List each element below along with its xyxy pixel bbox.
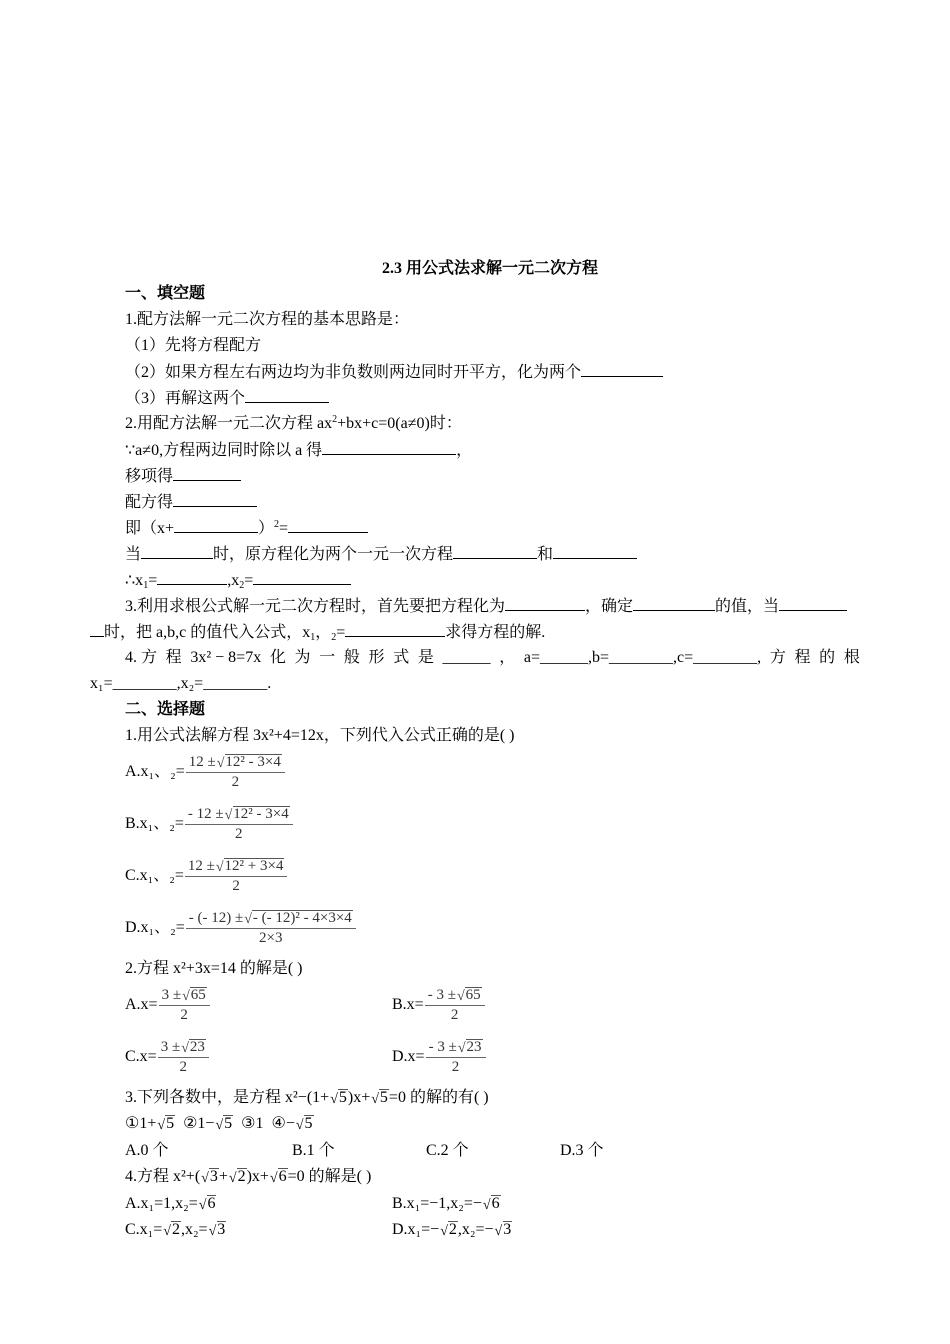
fill-q4-word: 般 [343,649,360,666]
fill-q3-d: 时，把 a,b,c 的值代入公式，x [104,624,311,641]
choice-q4-option-d[interactable] [392,1219,512,1241]
formula-fraction [185,856,288,895]
item-3: ③1 [241,1115,264,1132]
numerator-prefix: 12 ± [187,858,215,874]
section-choice-heading: 二、选择题 [125,701,206,718]
radicand: √ 6 [278,1168,288,1185]
option-label: B.x= [392,995,424,1013]
radicand: √ 12² + 3×4 [224,858,285,874]
fill-q2-text: 2.用配方法解一元二次方程 ax [125,415,333,432]
fill-q4-word: 一 [319,649,336,666]
fill-q2-line6-d: = [244,572,254,589]
fill-q3-c: 的值，当 [715,598,780,615]
option-label: B.x₁、₂= [125,814,184,832]
fill-q2-line4-b: ） [258,520,275,537]
fill-q4-word: 3x² − 8=7x [190,649,262,666]
denominator: 2 [450,1007,459,1023]
choice-q4 [125,1166,371,1188]
fill-q1-step3 [125,387,329,410]
option-text: D.x₁=− [392,1221,440,1238]
fill-q1-step3-text: （3）再解这两个 [125,390,246,407]
choice-q1-option-a[interactable] [125,752,285,791]
page-title: 2.3 用公式法求解一元二次方程 [381,260,598,277]
answer-blank[interactable] [779,595,847,611]
fill-q3-line2: 时，把 a,b,c 的值代入公式，$x_1$，$_2$= 求得方程的解. [90,621,545,644]
choice-q2-option-a[interactable] [125,985,210,1024]
radicand: √ 2 [237,1168,247,1185]
fill-q4-word: a=______,b=________,c=________, [523,649,762,666]
fill-q4-word: 为 [294,649,311,666]
option-label: D.x= [392,1047,425,1065]
fill-q2-tail: +bx+c=0(a≠0)时： [337,415,462,432]
radicand: √ 3 [503,1221,513,1238]
radicand: √ 12² - 3×4 [233,806,290,822]
fill-q4-word: ______ [442,649,491,666]
answer-blank[interactable] [173,465,241,481]
answer-blank[interactable] [453,543,537,559]
fill-q3-f: = [336,624,346,641]
choice-q2-option-d[interactable] [392,1037,486,1076]
denominator: 2 [235,826,243,842]
fill-q2-line5-c: 和 [537,546,554,563]
choice-q4-option-a[interactable] [125,1193,216,1215]
formula-fraction [158,1037,209,1076]
option-label: D.x₁、₂= [125,918,185,936]
denominator: 2×3 [259,930,283,946]
fill-q2-line5 [125,543,637,566]
fill-q2-line1: ∵a≠0,方程两边同时除以 a 得 ， [125,439,472,462]
answer-blank[interactable] [581,361,663,377]
choice-q4-option-b[interactable] [392,1193,501,1215]
radicand: √ 5 [223,1115,233,1132]
section-fill-in-heading: 一、填空题 [125,285,206,302]
fill-q2-line3 [125,491,257,514]
denominator: 2 [232,878,240,894]
choice-q4-c: =0 的解是( ) [287,1168,372,1185]
choice-q3-items [125,1113,314,1135]
radicand: √ 6 [491,1195,501,1212]
numerator-prefix: - 3 ± [427,987,456,1003]
choice-q3-option-a[interactable]: A.0 个 [125,1142,169,1159]
answer-blank[interactable] [505,595,585,611]
formula-fraction [159,985,210,1024]
fill-q3-line1 [125,595,847,618]
answer-blank[interactable] [633,595,715,611]
fill-q2-line4-a: 即（x+ [125,520,175,537]
fill-q4-word: ， [499,649,516,666]
numerator-prefix: - 12 ± [187,806,224,822]
radicand: √ 5 [379,1089,389,1106]
radicand: √ 3 [217,1221,227,1238]
fill-q2-line4: 即$(x+ )^2=$ [125,517,368,540]
fill-q4-word: 程 [165,649,182,666]
fill-q2-line2 [125,465,241,488]
answer-blank[interactable] [174,517,258,533]
radicand: √ 65 [190,987,207,1003]
choice-q2-option-c[interactable] [125,1037,209,1076]
fill-q3-b: ，确定 [585,598,634,615]
fill-q3-g: 求得方程的解. [445,624,546,641]
choice-q3-option-c[interactable]: C.2 个 [426,1142,469,1159]
item-2: ②1− [183,1115,215,1132]
fill-q4-word: 程 [794,649,811,666]
answer-blank[interactable] [253,569,351,585]
formula-fraction [186,908,356,947]
answer-blank[interactable] [90,621,104,637]
answer-blank[interactable] [157,569,227,585]
fill-q4-word: 4. 方 [125,649,158,666]
numerator-prefix: 3 ± [161,987,182,1003]
fill-q2-line4-c: = [279,520,289,537]
numerator-prefix: 12 ± [188,754,216,770]
fill-q4-line1 [125,647,860,669]
answer-blank[interactable] [173,491,257,507]
radicand: √ 23 [189,1039,206,1055]
formula-fraction [186,752,285,791]
item-4: ④− [271,1115,295,1132]
fill-q1-step2 [125,361,663,384]
option-text: ,x₂=− [457,1221,494,1238]
fill-q4-word: 形 [368,649,385,666]
fill-q2-line2-text: 移项得 [125,468,174,485]
fill-q4-word: 方 [769,649,786,666]
choice-q4-option-c[interactable] [125,1219,226,1241]
choice-q3-c: =0 的解的有( ) [388,1089,489,1106]
choice-q1: 1.用公式法解方程 3x²+4=12x，下列代入公式正确的是( ) [125,727,515,744]
fill-q2-line6-a: ∴x [125,572,144,589]
radicand: √ 2 [171,1221,181,1238]
fill-q2: 2.用配方法解一元二次方程 $ax^2+bx+c=0(a\ne 0)$时： [125,414,462,432]
option-text: ,x₂= [180,1221,208,1238]
choice-q3-option-d[interactable]: D.3 个 [560,1142,604,1159]
numerator-prefix: - (- 12) ± [188,910,244,926]
fill-q2-line5-b: 时，原方程化为两个一元一次方程 [213,546,454,563]
fill-q3-e: ， [315,624,332,641]
fill-q1-step2-text: （2）如果方程左右两边均为非负数则两边同时开平方，化为两个 [125,364,582,381]
choice-q4-b: )x+ [246,1168,269,1185]
fill-q2-line6-b: = [148,572,158,589]
denominator: 2 [231,774,240,790]
denominator: 2 [451,1059,460,1075]
fill-q4-word: 式 [393,649,410,666]
answer-blank[interactable] [345,621,445,637]
radicand: √ 2 [448,1221,458,1238]
choice-q1-option-b[interactable] [125,804,293,843]
choice-q2-option-b[interactable] [392,985,485,1024]
radicand: √ 5 [165,1115,175,1132]
fill-q4-word: 是 [417,649,434,666]
choice-q1-option-d[interactable] [125,908,356,947]
radicand: √ 5 [304,1115,314,1132]
choice-q3-a: 3.下列各数中，是方程 x²−(1+ [125,1089,330,1106]
answer-blank[interactable] [245,387,329,403]
radicand: √ 3 [209,1168,219,1185]
fill-q2-line3-text: 配方得 [125,494,174,511]
fill-q4-word: 化 [269,649,286,666]
fill-q3-a: 3.利用求根公式解一元二次方程时，首先要把方程化为 [125,598,506,615]
radicand: √ 6 [207,1195,217,1212]
option-text: B.x₁=−1,x₂=− [392,1195,482,1212]
fill-q2-line6-c: ,x [227,572,240,589]
formula-fraction [426,1037,486,1076]
choice-q1-option-c[interactable] [125,856,287,895]
fill-q1: 1.配方法解一元二次方程的基本思路是： [125,311,410,328]
denominator: 2 [179,1059,188,1075]
radicand: √ 5 [338,1089,348,1106]
option-text: A.x₁=1,x₂= [125,1195,198,1212]
answer-blank[interactable] [141,543,213,559]
radicand: √ 23 [466,1039,483,1055]
option-label: A.x₁、₂= [125,762,185,780]
option-label: C.x= [125,1047,157,1065]
radicand: √ 12² - 3×4 [225,754,282,770]
item-1: ①1+ [125,1115,157,1132]
radicand: √ - (- 12)² - 4×3×4 [252,910,353,926]
fill-q2-line6: $\therefore x_1= ,x_2=$ [125,569,351,592]
denominator: 2 [180,1007,188,1023]
fill-q1-step1: （1）先将方程配方 [125,337,262,354]
choice-q3 [125,1087,489,1109]
answer-blank[interactable] [288,517,368,533]
fill-q2-line5-a: 当 [125,546,142,563]
answer-blank[interactable] [322,439,456,455]
choice-q4-a: 4.方程 x²+( [125,1168,201,1185]
choice-q3-option-b[interactable]: B.1 个 [292,1142,335,1159]
option-label: C.x₁、₂= [125,866,184,884]
fill-q4-word: 根 [843,649,860,666]
choice-q2: 2.方程 x²+3x=14 的解是( ) [125,960,303,977]
answer-blank[interactable] [553,543,637,559]
option-label: A.x= [125,995,158,1013]
fill-q4-word: 的 [819,649,836,666]
fill-q4-line2: x₁=________,x₂=________. [90,675,272,692]
formula-fraction [185,804,293,843]
choice-q4-plus: + [218,1168,228,1185]
radicand: √ 65 [465,987,482,1003]
choice-q3-b: )x+ [347,1089,371,1106]
numerator-prefix: - 3 ± [428,1039,457,1055]
fill-q2-line1-text: ∵a≠0,方程两边同时除以 a 得 [125,442,323,459]
numerator-prefix: 3 ± [160,1039,181,1055]
option-text: C.x₁= [125,1221,163,1238]
formula-fraction [425,985,485,1024]
